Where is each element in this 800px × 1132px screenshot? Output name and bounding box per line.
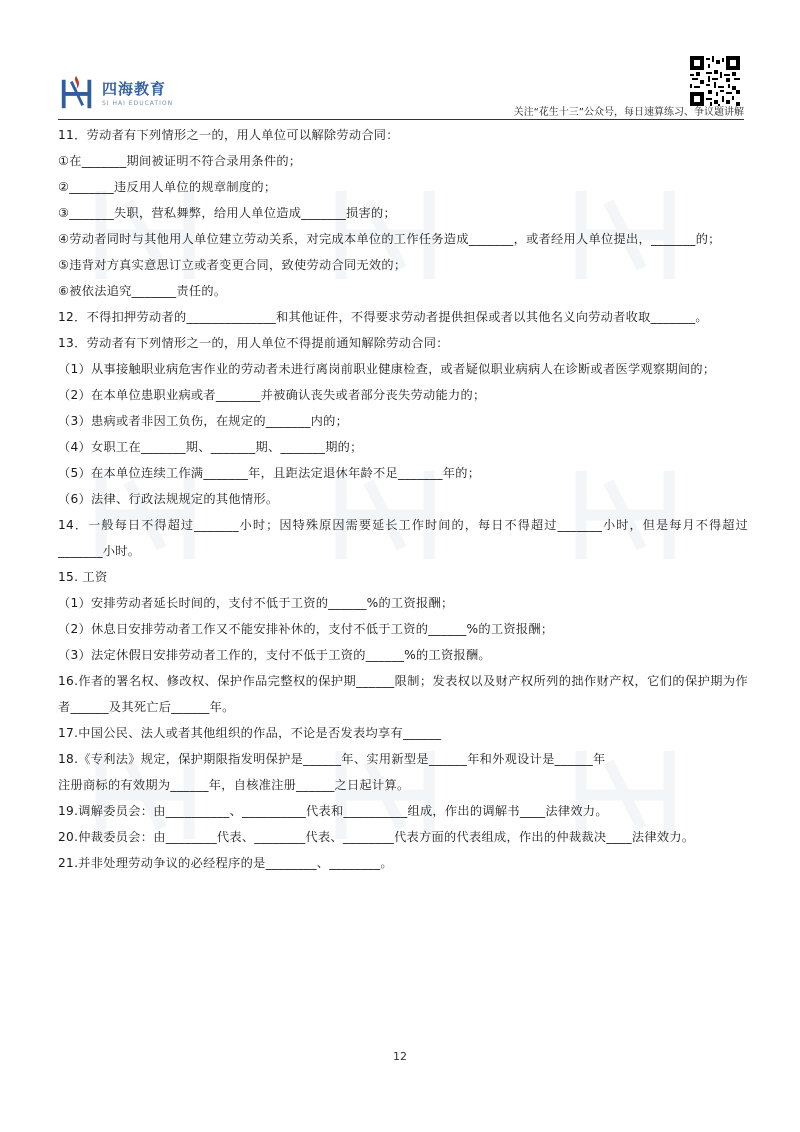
question-13-item-4: （4）女职工在_______期、_______期、_______期的；	[58, 440, 363, 454]
question-20: 20.仲裁委员会：由________代表、________代表、________代表方面的代表组成，作出的仲裁裁决____法律效力。	[58, 830, 695, 844]
question-15-item-1: （1）安排劳动者延长时间的，支付不低于工资的______%的工资报酬；	[58, 596, 454, 610]
question-15-title: 15. 工资	[58, 570, 108, 584]
question-21: 21.并非处理劳动争议的必经程序的是________、________。	[58, 856, 393, 870]
question-13-item-1: （1）从事接触职业病危害作业的劳动者未进行离岗前职业健康检查，或者疑似职业病病人在诊断或者医学观察期间的；	[58, 362, 716, 376]
logo-title: 四海教育	[102, 80, 167, 98]
question-13-item-3: （3）患病或者非因工负伤，在规定的_______内的；	[58, 414, 349, 428]
question-11-item-6: ⑥被依法追究_______责任的。	[58, 284, 227, 298]
qr-code-icon	[690, 56, 740, 106]
question-14: 14．一般每日不得超过_______小时；因特殊原因需要延长工作时间的，每日不得超过_______小时，但是每月不得超过_______小时。	[58, 518, 748, 558]
question-11-item-3: ③_______失职，营私舞弊，给用人单位造成_______损害的；	[58, 206, 397, 220]
question-11-item-1: ①在_______期间被证明不符合录用条件的；	[58, 154, 302, 168]
question-18-continued: 注册商标的有效期为______年，自核准注册______之日起计算。	[58, 778, 410, 792]
brand-logo	[58, 74, 228, 114]
brand-mark-icon	[58, 74, 96, 112]
question-18: 18.《专利法》规定，保护期限指发明保护是______年、实用新型是______年和外观设计是______年	[58, 752, 606, 766]
question-11-item-2: ②_______违反用人单位的规章制度的；	[58, 180, 277, 194]
document-body	[58, 122, 748, 876]
header-divider	[58, 119, 744, 120]
question-13-item-5: （5）在本单位连续工作满_______年，且距法定退休年龄不足_______年的；	[58, 466, 481, 480]
question-15-item-3: （3）法定休假日安排劳动者工作的，支付不低于工资的______%的工资报酬。	[58, 648, 491, 662]
page-number: 12	[393, 1050, 407, 1063]
question-11-item-4: ④劳动者同时与其他用人单位建立劳动关系，对完成本单位的工作任务造成_______，或者经用人单位提出，_______的；	[58, 232, 721, 246]
question-19: 19.调解委员会：由__________、__________代表和__________组成，作出的调解书____法律效力。	[58, 804, 608, 818]
question-13-item-6: （6）法律、行政法规规定的其他情形。	[58, 492, 279, 506]
question-12: 12．不得扣押劳动者的______________和其他证件，不得要求劳动者提供担保或者以其他名义向劳动者收取_______。	[58, 310, 708, 324]
question-17: 17.中国公民、法人或者其他组织的作品，不论是否发表均享有______	[58, 726, 442, 740]
question-13-item-2: （2）在本单位患职业病或者_______并被确认丧失或者部分丧失劳动能力的；	[58, 388, 486, 402]
question-11-item-5: ⑤违背对方真实意思订立或者变更合同，致使劳动合同无效的；	[58, 258, 407, 272]
question-11-title: 11．劳动者有下列情形之一的，用人单位可以解除劳动合同：	[58, 128, 399, 142]
header-note: 关注“花生十三”公众号，每日速算练习、争议题讲解	[513, 107, 744, 118]
logo-subtitle: SI HAI EDUCATION	[102, 100, 174, 107]
page-header	[58, 56, 744, 120]
question-16: 16.作者的署名权、修改权、保护作品完整权的保护期______限制；发表权以及财产权所列的拙作财产权，它们的保护期为作者______及其死亡后______年。	[58, 674, 748, 714]
question-15-item-2: （2）休息日安排劳动者工作又不能安排补休的，支付不低于工资的______%的工资报酬；	[58, 622, 554, 636]
question-13-title: 13．劳动者有下列情形之一的，用人单位不得提前通知解除劳动合同：	[58, 336, 449, 350]
